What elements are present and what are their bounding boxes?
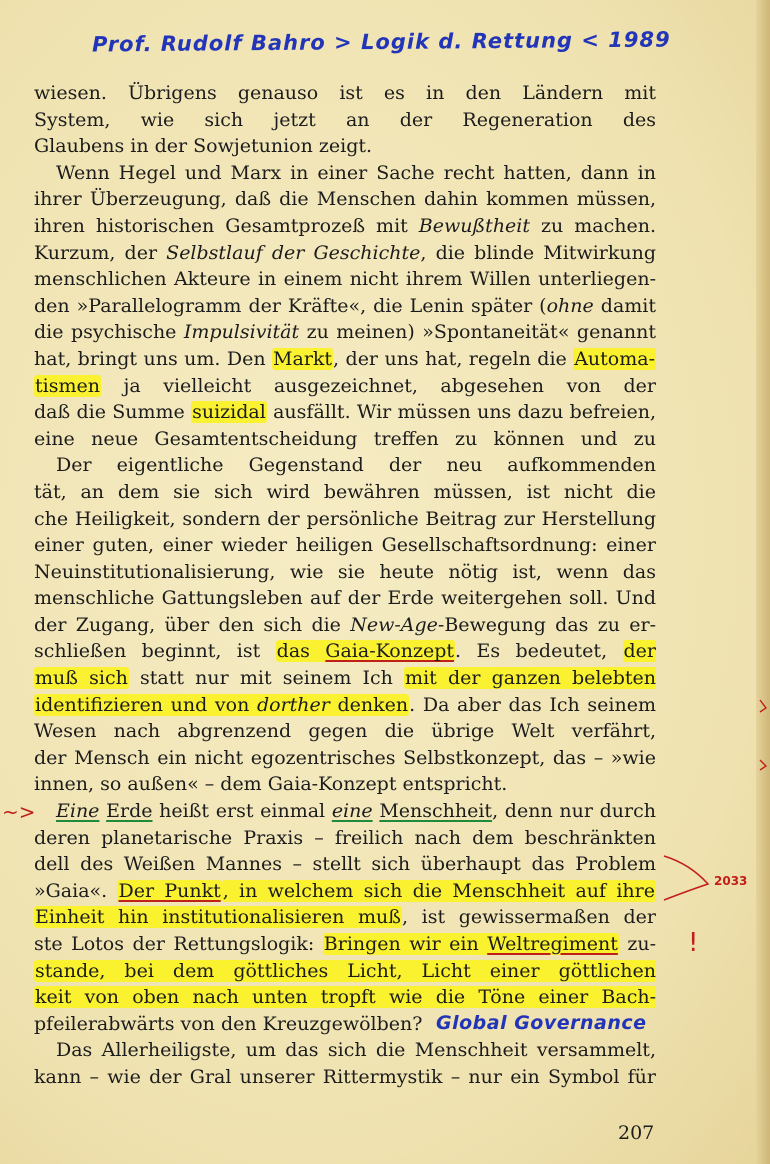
text-line: Einheit hin institutionalisieren muß, ist gewissermaßen der — [35, 906, 656, 929]
handwritten-exclamation-mark: ! — [688, 928, 699, 958]
text-line: pfeilerabwärts von den Kreuzgewölben? — [34, 1012, 423, 1035]
highlighted-text: suizidal — [192, 401, 266, 424]
page-edge — [756, 0, 770, 1164]
text-line: System, wie sich jetzt an der Regeneration des — [34, 108, 656, 131]
highlighted-text: Bringen wir ein Weltregiment — [323, 933, 618, 955]
handwritten-year-note: 2033 — [714, 874, 748, 888]
text-line: Neuinstitutionalisierung, wie sie heute nötig ist, wenn das — [34, 560, 656, 583]
highlighted-text: tismen — [35, 374, 100, 397]
text-line: kann – wie der Gral unserer Rittermystik – nur ein Symbol für — [34, 1065, 656, 1088]
text-line: menschliche Gattungsleben auf der Erde weitergehen soll. Und — [34, 587, 656, 610]
text-line: die psychische Impulsivität zu meinen) »Spontaneität« genannt — [34, 321, 656, 344]
text-line: identifizieren und von dorther denken. Da aber das Ich seinem — [35, 693, 656, 716]
text-line: tät, an dem sie sich wird bewähren müssen, ist nicht die — [34, 480, 656, 503]
highlighted-text: identifizieren und von dorther denken — [35, 693, 409, 716]
handwritten-left-arrow: ~> — [2, 800, 36, 824]
text-line: Wesen nach abgrenzend gegen die übrige Welt verfährt, — [34, 720, 656, 743]
highlighted-text: stande, bei dem göttliches Licht, Licht einer göttlichen — [34, 960, 656, 985]
text-line: einer guten, einer wieder heiligen Gesellschaftsordnung: einer — [34, 534, 656, 557]
underlined-text: Erde — [106, 800, 153, 823]
handwritten-header-note: Prof. Rudolf Bahro > Logik d. Rettung < 1989 — [91, 27, 671, 57]
highlighted-text: mit der ganzen belebten — [34, 667, 656, 692]
text-line: ste Lotos der Rettungslogik: Bringen wir ein Weltregiment zu- — [34, 933, 656, 955]
text-line: Wenn Hegel und Marx in einer Sache recht hatten, dann in — [56, 161, 656, 184]
text-line: deren planetarische Praxis – freilich nach dem beschränkten — [34, 826, 656, 849]
text-line: che Heiligkeit, sondern der persönliche Beitrag zur Herstellung — [34, 507, 656, 530]
text-line: wiesen. Übrigens genauso ist es in den Ländern mit — [34, 82, 656, 104]
highlighted-text: keit von oben nach unten tropft wie die Töne einer Bach- — [34, 986, 656, 1011]
highlighted-text: muß sich — [35, 667, 128, 690]
text-line: der Zugang, über den sich die New-Age-Bewegung das zu er- — [34, 613, 656, 636]
highlighted-text: , in welchem sich die Menschheit auf ihre — [222, 879, 655, 902]
text-line: den »Parallelogramm der Kräfte«, die Lenin später (ohne damit — [34, 294, 656, 317]
highlighted-text: Markt — [273, 347, 333, 370]
underlined-text: eine — [331, 800, 373, 823]
text-line: daß die Summe suizidal ausfällt. Wir müssen uns dazu befreien, — [34, 401, 656, 424]
text-line — [34, 958, 656, 985]
highlighted-text: Einheit hin institutionalisieren muß — [35, 906, 401, 929]
text-line: ihren historischen Gesamtprozeß mit Bewußtheit zu machen. — [34, 214, 656, 237]
text-line: der Mensch ein nicht egozentrisches Selbstkonzept, das – »wie — [34, 746, 656, 769]
handwritten-global-governance-note: Global Governance — [436, 1012, 647, 1034]
text-line: tismen ja vielleicht ausgezeichnet, abgesehen von der — [35, 374, 656, 397]
text-line: dell des Weißen Mannes – stellt sich überhaupt das Problem — [34, 853, 656, 876]
text-line: innen, so außen« – dem Gaia-Konzept entspricht. — [34, 773, 508, 796]
text-line: »Gaia«. Der Punkt , in welchem sich die Menschheit auf ihre — [34, 879, 655, 902]
text-line: Eine Erde heißt erst einmal eine Menschheit, denn nur durch — [56, 800, 656, 823]
page-number: 207 — [618, 1122, 655, 1144]
highlighted-text: das Gaia-Konzept — [276, 640, 455, 663]
body-text — [34, 80, 656, 1091]
highlighted-text: Der Punkt — [118, 879, 221, 902]
underlined-text: Menschheit — [379, 800, 493, 823]
text-line: Kurzum, der Selbstlauf der Geschichte, die blinde Mitwirkung — [34, 241, 656, 264]
text-line: ihrer Überzeugung, daß die Menschen dahin kommen müssen, — [34, 188, 656, 211]
text-line: eine neue Gesamtentscheidung treffen zu können und zu — [34, 427, 656, 450]
text-line: hat, bringt uns um. Den Markt, der uns hat, regeln die Automa- — [34, 347, 655, 370]
text-line — [34, 984, 656, 1011]
red-bracket-arrow — [664, 856, 708, 900]
text-line: schließen beginnt, ist das Gaia-Konzept. Es bedeutet, der — [34, 638, 656, 665]
highlighted-text: Automa- — [574, 347, 655, 370]
highlighted-text: der — [34, 640, 656, 665]
underlined-text: Eine — [56, 800, 100, 823]
text-line: muß sich statt nur mit seinem Ich mit der ganzen belebten — [34, 665, 656, 692]
text-line: Der eigentliche Gegenstand der neu aufkommenden — [56, 454, 656, 477]
text-line: Glaubens in der Sowjetunion zeigt. — [34, 135, 373, 158]
text-line: Das Allerheiligste, um das sich die Menschheit versammelt, — [56, 1039, 656, 1062]
text-line: menschlichen Akteure in einem nicht ihrem Willen unterliegen- — [34, 268, 656, 291]
